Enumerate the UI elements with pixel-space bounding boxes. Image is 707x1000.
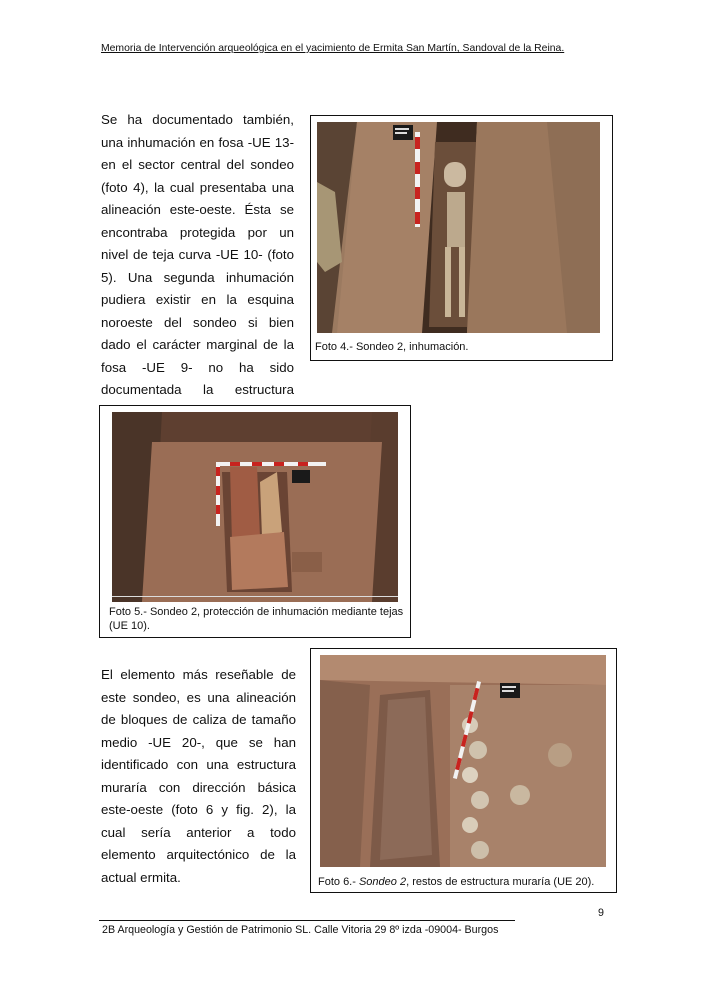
page-header: Memoria de Intervención arqueológica en el yacimiento de Ermita San Martín, Sandoval de la Reina. [101,43,565,54]
figure-caption: Foto 6.- Sondeo 2, restos de estructura muraría (UE 20). [318,876,595,888]
photo-burial [317,122,600,333]
body-paragraph-1: Se ha documentado también, una inhumación en fosa -UE 13- en el sector central del sondeo (foto 4), la cual presentaba una alineación este-oeste. Ésta se encontraba protegida por un nivel de teja curva -UE 10- (foto 5). Una segunda inhumación pudiera existir en la esquina noroeste del sondeo si bien dado el carácter marginal de la fosa -UE 9- no ha sido documentada la estructura [101,112,294,397]
body-paragraph-2: El elemento más reseñable de este sondeo, es una alineación de bloques de caliza de tamaño medio -UE 20-, que se han identificado con una estructura muraría con dirección básica este-oeste (foto 6 y fig. 2), la cual sería anterior a todo elemento arquitectónico de la actual ermita. [101,667,296,885]
figure-foto-5 [99,405,411,638]
photo-wall-remains [320,655,606,867]
figure-caption: Foto 5.- Sondeo 2, protección de inhumación mediante tejas (UE 10). [109,606,404,632]
figure-foto-6 [310,648,617,893]
page-footer: 2B Arqueología y Gestión de Patrimonio SL. Calle Vitoria 29 8º izda -09004- Burgos [102,924,499,936]
page-number: 9 [598,907,604,919]
photo-tiles [112,412,398,602]
footer-divider [99,920,515,921]
figure-foto-4 [310,115,613,361]
figure-caption: Foto 4.- Sondeo 2, inhumación. [315,341,469,353]
